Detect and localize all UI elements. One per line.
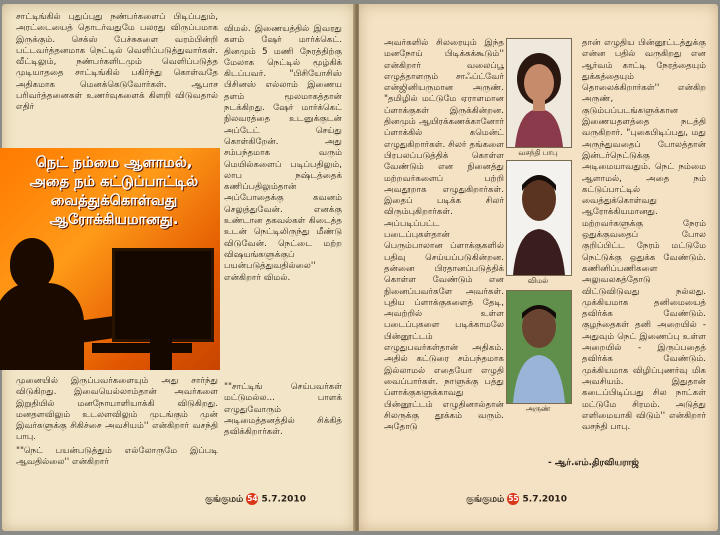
photo-caption: வசந்தி பாபு <box>518 148 558 157</box>
article-paragraph: அவர்களில் சிலரையும் இந்த மனநோய் பிடிக்கக்கூடும்'' என்கிறார் வலைப்பூ எழுத்தாளரும் சாஃப்ட்வேர் என்ஜினியருமான அருண். "தமிழில் மட்டுமே ஏராளமான ப்ளாக்குகள் இருக்கின்றன. தினமும் ஆயிரக்கணக்கானோர் ப்ளாக்கில் கமென்ட் எழுதுகிறார்கள். சிலர் தங்களை பிரபலப்படுத்திக் கொள்ள வேண்டும் என நினைத்து மற்றவர்களைப் பற்றி அவதூறாக எழுதுகிறார்கள். இதைப் படிக்க சிலர் விரும்புகிறார்கள். அப்படிப்பட்ட படைப்புகள்தான் பெரும்பாலான ப்ளாக்குகளில் பதிவு செய்யப்படுகின்றன. தன்னை பிரதானப்படுத்திக் கொள்ள வேண்டும் என நினைப்பவர்களே அவர்கள். புதிய ப்ளாக்குகளைத் தேடி, அவற்றில் உள்ள படைப்புகளை படிக்காமலே பின்னூட்டம் எழுதுபவர்கள்தான் அதிகம். அதில் கட்டுரை சம்பந்தமாக இல்லாமல் எதையோ எழுதி வைப்பார்கள். நாளுக்கு பத்து ப்ளாக்குகளுக்காவது பின்னூட்டம் எழுதினால்தான் சிலருக்கு தூக்கம் வரும். அதோடு <box>384 38 504 433</box>
left-footer <box>205 493 306 506</box>
issue-date: 5.7.2010 <box>261 494 306 505</box>
article-paragraph: ""சாட்டிங் செய்பவர்கள் மட்டுமல்ல... பாளக் எழுதுவோரும் அடிமைத்தனத்தில் சிக்கித் தவிக்கிறார்கள். <box>224 382 342 438</box>
article-paragraph: விமல். இணையத்தில் இவரது களம் ஷேர் மார்க்கெட். தினமும் 5 மணி நேரத்திற்கு மேலாக நெட்டில் மூழ்கிக் கிடப்பவர். "பிசியோசிஸ் பிசினஸ் எல்லாம் இணைய தளம் மூலமாகத்தான் நடக்கிறது. ஷேர் மார்க்கெட் நிலவரத்தை உடனுக்குடன் அப்டேட் செய்து கொள்கிறேன். அது சம்பந்தமாக வரும் மெயில்களைப் படிப்பதிலும், லாப நஷ்டத்தைக் கணிப்பதிலும்தான் அப்போதைக்கு கவனம் செலுத்துவேன். எனக்கு உண்டான தகவல்கள் கிடைத்த உடன் நெட்டிலிருந்து மீண்டு விடுவேன். நெட்டை மற்ற விஷயங்களுக்குப் பயன்படுத்துவதில்லை'' என்கிறார் விமல். <box>224 24 342 283</box>
page-number: 54 <box>247 494 258 503</box>
right-col2-text <box>582 38 706 456</box>
article-paragraph: சாட்டிங்கில் புதுப்புது நண்பர்களைப் பிடிப்பதும், அரட்டையைத் தொடர்வதுமே பலரது விருப்பமாக இருக்கும். செக்ஸ் பேச்சுகளை வரம்பின்றி பட்டவர்த்தனமாக நெட்டில் வெளிப்படுத்துவார்கள். வீட்டிலும், நண்பர்களிடமும் வெளிப்படுத்த முடியாததை சாட்டிங்கில் பகிர்ந்து கொள்வதே அதிகமாக மெனக்கெடுவோர்கள். ஆபாச பரிவர்த்தனைகள் உணர்வுகளைக் கிளறி விடுவதால் எதிர் <box>16 12 218 113</box>
left-col2-text <box>224 24 342 378</box>
quote-banner <box>0 148 220 370</box>
magazine-name: குங்குமம் <box>205 494 244 505</box>
keyboard-icon <box>92 343 192 353</box>
article-paragraph: முனையில் இருப்பவர்களையும் அது சார்ந்து விடுகிறது. இவையெல்லாம்தான் அவர்களை இறுதியில் மனநோயாளியாக்கி விடுகிறது. மனதளவிலும் உடலளவிலும் முடங்கும் முன் இவர்களுக்கு சிகிச்சை அவசியம்'' என்கிறார் வசந்தி பாபு. <box>16 376 218 442</box>
man-portrait-icon <box>507 161 571 275</box>
article-paragraph: தான் எழுதிய பின்னூட்டத்துக்கு என்ன பதில் வருகிறது என ஆர்வம் காட்டி நேரத்தையும் துக்கத்தையும் தொலைக்கிறார்கள்'' என்கிற அருண், குடும்பப்படங்களுக்கான இணையதளத்தை நடத்தி வருகிறார். "புகைபிடிப்பது, மது அருந்துவதைப் போலத்தான் இன்டர்நெட்டுக்கு அடிமையாவதும். நெட் நம்மை ஆளாமல், அதை நம் கட்டுப்பாட்டில் வைத்துக்கொள்வது ஆரோக்கியமானது. மற்றவர்களுக்கு நேரம் ஒதுக்குவதைப் போல குறிப்பிட்ட நேரம் மட்டுமே நெட்டுக்கு ஒதுக்க வேண்டும். கணினிப்பணிகளை அலுவலகத்தோடு விட்டுவிடுவது நல்லது. முக்கியமாக தனிமையைத் தவிர்க்க வேண்டும். குழந்தைகள் தனி அறையில் - அதுவும் நெட் இணைப்பு உள்ள அறையில் - இருப்பதைத் தவிர்க்க வேண்டும். முக்கியமாக விழிப்புணர்வு மிக அவசியம். இதுதான் கடைப்பிடிப்பது சில நாட்கள் மட்டுமே சிரமம். அடுத்து எளிமையாகி விடும்'' என்கிறார் வசந்தி பாபு. <box>582 38 706 433</box>
computer-monitor-icon <box>112 248 214 342</box>
right-footer <box>466 493 567 506</box>
left-col1-quote <box>16 446 218 486</box>
left-col2-quote <box>224 382 342 468</box>
author-signature: - ஆர்.எம்.திரவியராஜ் <box>548 458 639 468</box>
woman-portrait-icon <box>507 39 571 147</box>
right-col1-text <box>384 38 504 484</box>
man-portrait-icon <box>507 291 571 403</box>
magazine-name: குங்குமம் <box>466 494 505 505</box>
photo-vimal <box>506 160 572 276</box>
left-col1-bottom-text <box>16 376 218 442</box>
photo-vasanthi-babu <box>506 38 572 148</box>
issue-date: 5.7.2010 <box>522 494 567 505</box>
page-number: 55 <box>508 494 519 503</box>
banner-quote: நெட் நம்மை ஆளாமல், அதை நம் கட்டுப்பாட்டில் வைத்துக்கொள்வது ஆரோக்கியமானது. <box>29 155 199 228</box>
photo-arun <box>506 290 572 404</box>
photo-caption: அருண் <box>525 404 551 413</box>
left-col1-top-text <box>16 12 218 144</box>
photo-caption: விமல் <box>527 276 549 285</box>
pull-quote: ""நெட் பயன்படுத்தும் எல்லோருமே இப்படி ஆவதில்லை'' என்கிறார் <box>16 446 218 468</box>
